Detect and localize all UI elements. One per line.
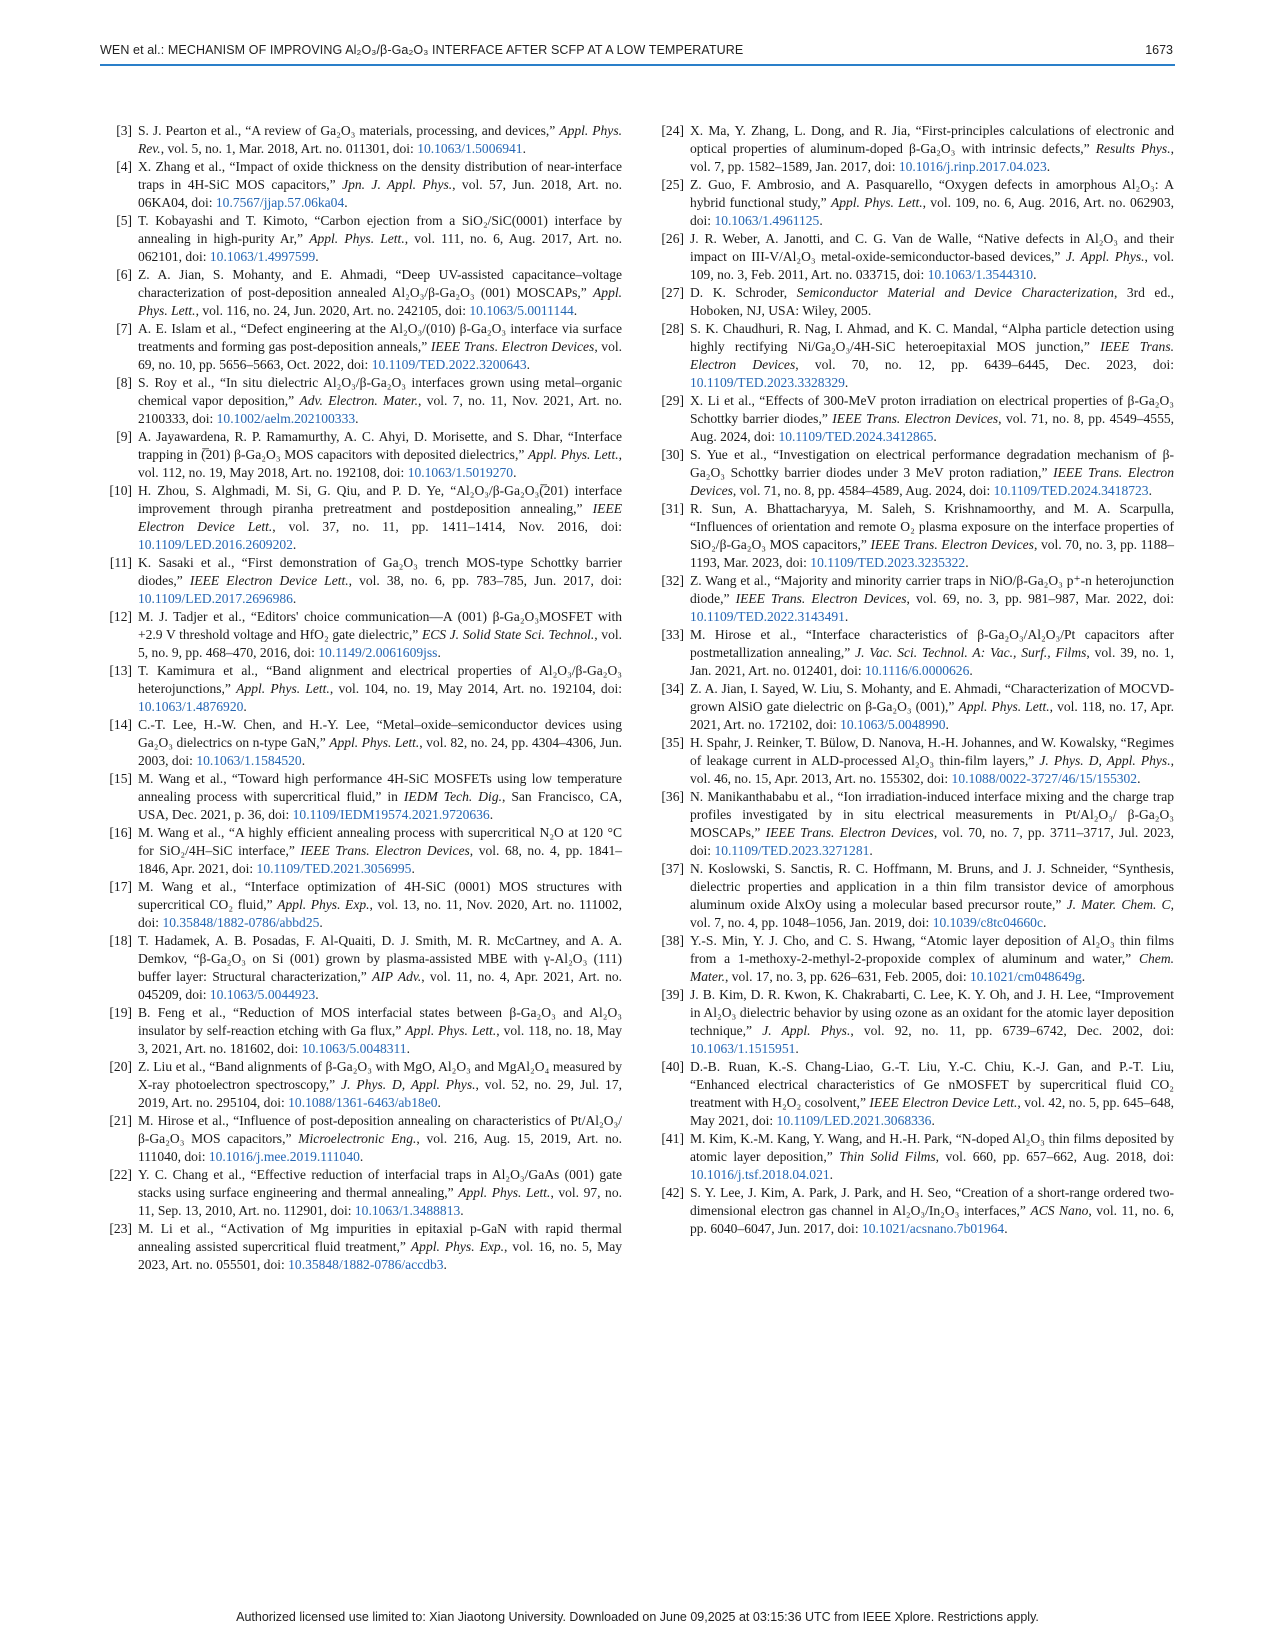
doi-link[interactable]: 10.1063/1.5019270 [407,465,514,480]
reference-number: [15] [109,771,132,787]
reference-item [652,680,1174,734]
reference-venue: IEEE Trans. Electron Devices [765,824,934,840]
reference-number: [24] [661,123,684,138]
reference-item [652,176,1174,230]
reference-end: . [931,1112,935,1128]
reference-text: J. R. Weber, A. Janotti, and C. G. Van de Walle, “Native defects in Al₂O₃ and their impact on III-V/Al₂O₃ metal-oxide-semiconductor-based devices,” [690,231,1174,264]
reference-number: [35] [661,735,684,751]
doi-link[interactable]: 10.1109/TED.2024.3412865 [778,428,934,444]
reference-venue: IEEE Trans. Electron Devices [690,465,1174,498]
reference-venue: ACS Nano [1030,1202,1089,1218]
reference-text: R. Sun, A. Bhattacharyya, M. Saleh, S. Krishnamoorthy, and M. A. Scarpulla, “Influences of orientation and remote O₂ plasma exposure on the interface properties of SiO₂/β-Ga₂O₃ MOS capacitors,” [690,501,1174,552]
reference-item [652,122,1174,176]
doi-link[interactable]: 10.1016/j.mee.2019.111040 [208,1149,360,1164]
reference-venue: Appl. Phys. Exp. [277,897,370,913]
reference-details: , vol. 70, no. 12, pp. 6439–6445, Dec. 2023, doi: [795,356,1174,372]
reference-venue: Appl. Phys. Lett. [958,698,1050,714]
reference-details: , vol. 69, no. 3, pp. 981–987, Mar. 2022, doi: [906,590,1174,606]
reference-number: [38] [661,932,684,948]
reference-number: [13] [109,663,132,679]
reference-venue: Chem. Mater. [690,950,1174,984]
doi-link[interactable]: 10.1002/aelm.202100333 [216,410,356,426]
reference-details: , vol. 660, pp. 657–662, Aug. 2018, doi: [935,1148,1174,1164]
reference-venue: Microelectronic Eng. [298,1131,417,1147]
reference-item [100,662,622,716]
reference-text: Z. Liu et al., “Band alignments of β-Ga₂O₃ with MgO, Al₂O₃ and MgAl₂O₄ measured by X-ray photoelectron spectroscopy,” [138,1059,622,1093]
reference-text: S. Roy et al., “In situ dielectric Al₂O₃/β-Ga₂O₃ interfaces grown using metal–organic chemical vapor deposition,” [138,375,622,409]
reference-end: . [965,554,969,570]
reference-number: [8] [116,375,132,391]
doi-link[interactable]: 10.1021/acsnano.7b01964 [861,1220,1005,1236]
reference-venue: IEEE Electron Device Lett. [869,1094,1018,1110]
reference-venue: Adv. Electron. Mater. [299,393,419,409]
reference-number: [42] [661,1184,684,1200]
reference-details: , vol. 7, pp. 1582–1589, Jan. 2017, doi: [690,140,1174,174]
reference-end: . [522,140,526,156]
reference-text: K. Sasaki et al., “First demonstration of Ga₂O₃ trench MOS-type Schottky barrier diodes,” [138,555,622,589]
reference-details: , vol. 216, Aug. 15, 2019, Art. no. 111040, doi: [138,1131,623,1164]
reference-text: M. Kim, K.-M. Kang, Y. Wang, and H.-H. Park, “N-doped Al₂O₃ thin films deposited by atomic layer deposition,” [690,1130,1174,1164]
reference-item [100,716,622,770]
reference-end: . [795,1040,799,1056]
reference-end: . [573,302,578,318]
reference-text: D. K. Schroder, [690,285,797,301]
reference-text: Z. A. Jian, I. Sayed, W. Liu, S. Mohanty, and E. Ahmadi, “Characterization of MOCVD-grown AlSiO gate dielectric on β-Ga₂O₃ (001),” [690,681,1174,714]
reference-end: . [437,1094,441,1110]
reference-end: . [301,752,306,768]
reference-item [652,392,1174,446]
reference-end: . [1042,914,1047,930]
reference-details: , vol. 118, no. 17, Apr. 2021, Art. no. 172102, doi: [690,698,1174,732]
reference-number: [19] [109,1005,132,1021]
reference-end: . [489,807,494,822]
reference-item [652,230,1174,284]
references-column-right [652,122,1174,1238]
reference-details: , vol. 7, no. 4, pp. 1048–1056, Jan. 2019, doi: [690,896,1174,930]
reference-end: . [1046,158,1051,174]
reference-venue: AIP Adv. [372,969,422,985]
doi-link[interactable]: 10.1109/TED.2023.3271281 [714,842,870,858]
reference-number: [39] [661,986,684,1002]
doi-link[interactable]: 10.1063/1.4876920 [138,698,244,714]
reference-text: S. K. Chaudhuri, R. Nag, I. Ahmad, and K. C. Mandal, “Alpha particle detection using highly rectifying Ni/Ga₂O₃/4H-SiC heteroepitaxial MOS junction,” [690,321,1174,355]
reference-item [100,1166,622,1220]
reference-item [652,860,1174,932]
reference-item [100,212,622,266]
reference-number: [9] [116,429,132,445]
reference-details: , vol. 118, no. 18, May 3, 2021, Art. no. 181602, doi: [138,1023,622,1056]
reference-end: . [292,590,297,606]
reference-number: [25] [661,177,684,193]
reference-venue: J. Phys. D, Appl. Phys. [1039,752,1171,768]
reference-number: [29] [661,393,684,409]
reference-details: , vol. 92, no. 11, pp. 6739–6742, Dec. 2002, doi: [850,1022,1174,1038]
reference-number: [32] [661,573,684,589]
doi-link[interactable]: 10.1063/1.4961125 [714,212,820,228]
doi-link[interactable]: 10.1149/2.0061609jss [318,644,438,660]
reference-text: T. Kamimura et al., “Band alignment and electrical properties of Al₂O₃/β-Ga₂O₃ heterojunctions,” [138,663,622,697]
reference-item [652,500,1174,572]
doi-link[interactable]: 10.35848/1882-0786/accdb3 [288,1257,444,1273]
doi-link[interactable]: 10.1063/1.3544310 [927,266,1034,282]
reference-venue: Appl. Phys. Lett. [309,231,405,247]
reference-number: [5] [116,213,132,229]
reference-details: , vol. 69, no. 10, pp. 5656–5663, Oct. 2022, doi: [138,339,623,372]
reference-end: . [355,410,359,426]
reference-details: , San Francisco, CA, USA, Dec. 2021, p. 36, doi: [138,789,622,822]
reference-text: D.-B. Ruan, K.-S. Chang-Liao, G.-T. Liu, Y.-C. Chiu, K.-J. Gan, and P.-T. Liu, “Enhanced electrical characteristics of Ge nMOSFET by supercritical fluid CO₂ treatment with H₂O₂ cosolvent,” [690,1058,1174,1110]
reference-text: N. Manikanthababu et al., “Ion irradiation-induced interface mixing and the charge trap profiles investigated by in situ electrical measurements in Pt/Al₂O₃/ β-Ga₂O₃ MOSCAPs,” [690,789,1174,840]
reference-text: N. Koslowski, S. Sanctis, R. C. Hoffmann, M. Bruns, and J. J. Schneider, “Synthesis, dielectric properties and application in a thin film transistor device of amorphous aluminum oxide AlxOy using a molecular based precursor route,” [690,861,1174,912]
reference-venue: J. Appl. Phys. [1065,248,1145,264]
running-header [100,42,1175,66]
reference-number: [22] [109,1167,132,1183]
reference-number: [4] [116,159,132,175]
reference-venue: IEEE Trans. Electron Devices [735,590,907,606]
reference-number: [18] [109,933,132,949]
reference-item [652,788,1174,860]
reference-venue: Appl. Phys. Lett. [138,285,622,318]
reference-venue: Appl. Phys. Rev. [138,123,622,156]
reference-text: Z. A. Jian, S. Mohanty, and E. Ahmadi, “Deep UV-assisted capacitance–voltage characterization of post-deposition annealed Al₂O₃/β-Ga₂O₃ (001) MOSCAPs,” [138,267,622,301]
reference-text: S. J. Pearton et al., “A review of Ga₂O₃ materials, processing, and devices,” [138,123,560,138]
reference-details: , vol. 68, no. 4, pp. 1841–1846, Apr. 2021, doi: [138,843,622,877]
reference-details: , vol. 11, no. 4, Apr. 2021, Art. no. 045209, doi: [138,969,623,1002]
reference-item [100,482,622,554]
reference-text: X. Ma, Y. Zhang, L. Dong, and R. Jia, “First-principles calculations of electronic and optical properties of aluminum-doped β-Ga₂O₃ with intrinsic defects,” [690,123,1174,156]
reference-details: , vol. 42, no. 5, pp. 645–648, May 2021, doi: [690,1094,1174,1128]
reference-end: . [829,1166,834,1182]
reference-venue: IEEE Trans. Electron Devices [832,410,999,426]
reference-details: , vol. 13, no. 11, Nov. 2020, Art. no. 111002, doi: [138,897,622,931]
reference-venue: Jpn. J. Appl. Phys. [342,177,453,193]
reference-item [652,734,1174,788]
reference-number: [6] [116,267,132,283]
reference-end: . [460,1203,464,1219]
doi-link[interactable]: 10.1109/TED.2022.3143491 [690,608,845,624]
reference-text: M. Wang et al., “Interface optimization of 4H-SiC (0001) MOS structures with supercritical CO₂ fluid,” [138,879,622,913]
reference-details: , vol. 16, no. 5, May 2023, Art. no. 055501, doi: [138,1239,622,1273]
reference-end: . [969,662,973,678]
reference-details: , vol. 57, Jun. 2018, Art. no. 06KA04, doi: [138,177,622,210]
reference-venue: Appl. Phys. Lett. [528,447,619,463]
reference-details: , vol. 82, no. 24, pp. 4304–4306, Jun. 2003, doi: [138,735,622,768]
reference-text: A. Jayawardena, R. P. Ramamurthy, A. C. Ahyi, D. Morisette, and S. Dhar, “Interface trapping in (̅201) β-Ga₂O₃ MOS capacitors with deposited dielectrics,” [138,429,622,463]
reference-item [652,1130,1174,1184]
reference-details: , vol. 5, no. 9, pp. 468–470, 2016, doi: [138,627,622,660]
reference-venue: ECS J. Solid State Sci. Technol. [421,627,595,643]
reference-end: . [437,644,441,660]
doi-link[interactable]: 10.1109/LED.2016.2609202 [138,536,293,552]
reference-details: , vol. 104, no. 19, May 2014, Art. no. 192104, doi: [329,681,622,697]
reference-text: M. Wang et al., “A highly efficient annealing process with supercritical N₂O at 120 °C for SiO₂/4H–SiC interface,” [138,825,622,859]
reference-end: . [1033,266,1037,282]
reference-number: [23] [109,1221,132,1237]
reference-venue: J. Appl. Phys. [762,1022,851,1038]
reference-venue: IEEE Electron Device Lett. [189,573,349,589]
doi-link[interactable]: 10.1109/IEDM19574.2021.9720636 [292,807,490,822]
reference-item [100,608,622,662]
reference-number: [17] [109,879,132,895]
reference-item [100,158,622,212]
reference-number: [10] [109,483,132,499]
running-title: WEN et al.: MECHANISM OF IMPROVING Al₂O₃/β-Ga₂O₃ INTERFACE AFTER SCFP AT A LOW TEMPERATURE [100,43,744,57]
doi-link[interactable]: 10.1109/LED.2017.2696986 [138,590,293,606]
reference-venue: Semiconductor Material and Device Characterization [796,285,1114,301]
reference-venue: J. Vac. Sci. Technol. A: Vac., Surf., Films [855,644,1087,660]
reference-text: H. Zhou, S. Alghmadi, M. Si, G. Qiu, and P. D. Ye, “Al₂O₃/β-Ga₂O₃(̅201) interface improvement through piranha pretreatment and postdeposition annealing,” [138,483,622,517]
reference-number: [28] [661,321,684,337]
reference-text: M. Hirose et al., “Interface characteristics of β-Ga₂O₃/Al₂O₃/Pt capacitors after postmetallization annealing,” [690,627,1174,660]
reference-end: . [819,212,823,228]
reference-text: M. Hirose et al., “Influence of post-deposition annealing on characteristics of Pt/Al₂O₃/β-Ga₂O₃ MOS capacitors,” [138,1113,622,1147]
reference-item [652,1058,1174,1130]
reference-number: [34] [661,681,684,697]
reference-number: [30] [661,447,684,463]
reference-details: , vol. 70, no. 7, pp. 3711–3717, Jul. 2023, doi: [690,824,1174,858]
reference-end: . [292,536,297,552]
doi-link[interactable]: 10.1116/6.0000626 [864,662,970,678]
reference-number: [40] [661,1058,684,1074]
reference-details: , vol. 111, no. 6, Aug. 2017, Art. no. 062101, doi: [138,231,622,264]
reference-number: [26] [661,231,684,247]
reference-item [652,320,1174,392]
reference-venue: IEEE Trans. Electron Devices [430,339,595,355]
reference-text: S. Y. Lee, J. Kim, A. Park, J. Park, and H. Seo, “Creation of a short-range ordered two-dimensional electron gas channel in Al₂O₃/In₂O₃ interfaces,” [690,1184,1174,1218]
reference-number: [12] [109,609,132,625]
license-footer: Authorized licensed use limited to: Xian Jiaotong University. Downloaded on June 09,2025 at 03:15:36 UTC from IEEE Xplore. Restrictions apply. [236,1610,1039,1624]
reference-number: [3] [116,123,132,138]
reference-end: . [869,842,873,858]
doi-link[interactable]: 10.1109/TED.2024.3418723 [993,482,1149,498]
reference-details: , vol. 112, no. 19, May 2018, Art. no. 192108, doi: [138,447,622,480]
reference-number: [16] [109,825,132,841]
reference-item [652,932,1174,986]
reference-item [100,878,622,932]
reference-end: . [406,1040,410,1056]
reference-end: . [1148,482,1152,498]
reference-text: M. Wang et al., “Toward high performance 4H-SiC MOSFETs using low temperature annealing process with supercritical fluid,” in [138,771,622,805]
reference-item [100,1058,622,1112]
doi-link[interactable]: 10.1016/j.rinp.2017.04.023 [898,158,1047,174]
reference-end: . [411,861,415,877]
doi-link[interactable]: 10.1109/TED.2023.3235322 [810,554,966,570]
reference-details: , vol. 52, no. 29, Jul. 17, 2019, Art. no. 295104, doi: [138,1077,622,1110]
reference-venue: Appl. Phys. Lett. [458,1185,551,1201]
reference-number: [31] [661,501,684,517]
doi-link[interactable]: 10.1109/TED.2023.3328329 [690,374,845,390]
reference-venue: Results Phys. [1095,140,1171,156]
reference-venue: J. Mater. Chem. C [1066,896,1171,912]
reference-details: , vol. 39, no. 1, Jan. 2021, Art. no. 012401, doi: [690,644,1174,678]
reference-item [100,122,622,158]
reference-item [100,1112,622,1166]
reference-details: , vol. 109, no. 6, Aug. 2016, Art. no. 062903, doi: [690,194,1174,228]
reference-details: , vol. 17, no. 3, pp. 626–631, Feb. 2005, doi: [725,968,970,984]
doi-link[interactable]: 10.1109/TED.2021.3056995 [256,861,412,877]
reference-end: . [243,698,247,714]
reference-text: B. Feng et al., “Reduction of MOS interfacial states between β-Ga₂O₃ and Al₂O₃ insulator by self-reaction etching with Ga flux,” [138,1005,622,1039]
doi-link[interactable]: 10.1088/1361-6463/ab18e0 [288,1094,438,1110]
reference-end: . [513,465,517,480]
reference-details: , vol. 71, no. 8, pp. 4584–4589, Aug. 2024, doi: [732,482,994,498]
reference-text: T. Hadamek, A. B. Posadas, F. Al-Quaiti, D. J. Smith, M. R. McCartney, and A. A. Demkov, “β-Ga₂O₃ on Si (001) grown by plasma-assisted MBE with γ-Al₂O₃ (111) buffer layer: Structural characterization,” [138,933,622,985]
reference-end: . [844,374,849,390]
reference-end: . [1004,1220,1008,1236]
doi-link[interactable]: 10.1063/5.0048311 [301,1040,407,1056]
reference-text: C.-T. Lee, H.-W. Chen, and H.-Y. Lee, “Metal–oxide–semiconductor devices using Ga₂O₃ dielectrics on n-type GaN,” [138,717,622,751]
reference-venue: Appl. Phys. Exp. [410,1239,505,1255]
reference-text: Y.-S. Min, Y. J. Cho, and C. S. Hwang, “Atomic layer deposition of Al₂O₃ thin films from a 1-methoxy-2-methyl-2-propoxide complex of aluminum and water,” [690,932,1174,966]
reference-text: Y. C. Chang et al., “Effective reduction of interfacial traps in Al₂O₃/GaAs (001) gate stacks using surface engineering and thermal annealing,” [138,1167,622,1201]
reference-details: , vol. 5, no. 1, Mar. 2018, Art. no. 011301, doi: [160,140,418,156]
reference-details: , 3rd ed., Hoboken, NJ, USA: Wiley, 2005. [690,285,1174,318]
reference-text: A. E. Islam et al., “Defect engineering at the Al₂O₃/(010) β-Ga₂O₃ interface via surface treatments and forming gas post-deposition anneals,” [138,321,622,355]
reference-end: . [315,986,319,1002]
reference-item [652,284,1174,320]
reference-number: [14] [109,717,132,733]
doi-link[interactable]: 10.1063/5.0048990 [840,716,946,732]
reference-end: . [1081,968,1086,984]
reference-end: . [1137,770,1141,786]
reference-end: . [359,1149,364,1164]
reference-venue: Appl. Phys. Lett. [329,735,420,751]
doi-link[interactable]: 10.1063/5.0044923 [209,986,316,1002]
reference-item [100,320,622,374]
reference-number: [21] [109,1113,132,1129]
reference-item [100,932,622,1004]
doi-link[interactable]: 10.1088/0022-3727/46/15/155302 [951,770,1138,786]
page-number: 1673 [1145,43,1173,57]
reference-end: . [319,915,323,931]
reference-details: , vol. 11, no. 6, pp. 6040–6047, Jun. 2017, doi: [690,1202,1175,1236]
doi-link[interactable]: 10.1063/1.1584520 [196,752,302,768]
reference-venue: J. Phys. D, Appl. Phys. [341,1077,476,1093]
reference-text: M. Li et al., “Activation of Mg impurities in epitaxial p-GaN with rapid thermal annealing assisted supercritical fluid treatment,” [138,1221,622,1255]
doi-link[interactable]: 10.1063/1.3488813 [354,1203,461,1219]
reference-item [100,824,622,878]
reference-end: . [344,194,348,210]
reference-item [652,986,1174,1058]
reference-details: , vol. 109, no. 3, Feb. 2011, Art. no. 033715, doi: [690,248,1175,282]
reference-text: T. Kobayashi and T. Kimoto, “Carbon ejection from a SiO₂/SiC(0001) interface by annealing in high-purity Ar,” [138,213,622,247]
doi-link[interactable]: 10.1016/j.tsf.2018.04.021 [690,1166,830,1182]
reference-venue: IEEE Trans. Electron Devices [690,339,1174,372]
doi-link[interactable]: 10.1063/1.4997599 [209,248,316,264]
reference-venue: IEEE Trans. Electron Devices [870,536,1034,552]
reference-item [100,770,622,824]
reference-details: , vol. 7, no. 11, Nov. 2021, Art. no. 2100333, doi: [138,393,622,426]
reference-text: S. Yue et al., “Investigation on electrical performance degradation mechanism of β-Ga₂O₃ Schottky barrier diodes under 3 MeV proton radiation,” [690,447,1174,480]
reference-end: . [443,1257,447,1273]
doi-link[interactable]: 10.1063/1.1515951 [690,1040,796,1056]
references-column-left [100,122,622,1274]
reference-venue: IEDM Tech. Dig. [403,789,502,805]
reference-number: [11] [109,555,132,571]
reference-text: Z. Guo, F. Ambrosio, and A. Pasquarello, “Oxygen defects in amorphous Al₂O₃: A hybrid functional study,” [690,177,1174,210]
reference-item [100,374,622,428]
reference-item [100,266,622,320]
reference-details: , vol. 71, no. 8, pp. 4549–4555, Aug. 2024, doi: [690,410,1175,444]
reference-end: . [844,608,849,624]
reference-details: , vol. 70, no. 3, pp. 1188–1193, Mar. 2023, doi: [690,536,1175,570]
reference-details: , vol. 116, no. 24, Jun. 2020, Art. no. 242105, doi: [195,302,470,318]
reference-item [100,1220,622,1274]
reference-details: , vol. 37, no. 11, pp. 1411–1414, Nov. 2016, doi: [272,519,622,535]
reference-number: [36] [661,789,684,805]
reference-text: M. J. Tadjer et al., “Editors' choice communication—A (001) β-Ga₂O₃MOSFET with +2.9 V threshold voltage and HfO₂ gate dielectric,” [138,609,622,643]
reference-end: . [933,428,937,444]
doi-link[interactable]: 10.1063/5.0011144 [469,302,574,318]
doi-link[interactable]: 10.1021/cm048649g [969,968,1082,984]
reference-item [100,1004,622,1058]
reference-text: J. B. Kim, D. R. Kwon, K. Chakrabarti, C. Lee, K. Y. Oh, and J. H. Lee, “Improvement in Al₂O₃ dielectric behavior by using ozone as an oxidant for the atomic layer deposition technique,” [690,986,1174,1038]
reference-number: [20] [109,1059,132,1075]
reference-item [100,428,622,482]
reference-venue: Appl. Phys. Lett. [236,681,330,697]
reference-number: [7] [116,321,132,337]
reference-venue: Appl. Phys. Lett. [830,194,923,210]
doi-link[interactable]: 10.35848/1882-0786/abbd25 [162,915,320,931]
reference-end: . [315,248,319,264]
reference-item [652,446,1174,500]
reference-details: , vol. 97, no. 11, Sep. 13, 2010, Art. no. 112901, doi: [138,1185,622,1219]
reference-text: H. Spahr, J. Reinker, T. Bülow, D. Nanova, H.-H. Johannes, and W. Kowalsky, “Regimes of leakage current in ALD-processed Al₂O₃ thin-film layers,” [690,735,1174,768]
reference-venue: IEEE Electron Device Lett. [138,501,622,535]
reference-end: . [945,716,949,732]
reference-text: Z. Wang et al., “Majority and minority carrier traps in NiO/β-Ga₂O₃ p⁺-n heterojunction diode,” [690,573,1174,606]
reference-details: , vol. 46, no. 15, Apr. 2013, Art. no. 155302, doi: [690,752,1174,786]
reference-end: . [526,356,530,372]
reference-number: [33] [661,627,684,643]
reference-number: [37] [661,861,684,877]
doi-link[interactable]: 10.1039/c8tc04660c [932,914,1043,930]
doi-link[interactable]: 10.1063/1.5006941 [417,140,523,156]
reference-text: X. Zhang et al., “Impact of oxide thickness on the density distribution of near-interface traps in 4H-SiC MOS capacitors,” [138,159,622,193]
reference-number: [27] [661,285,684,301]
reference-item [652,626,1174,680]
doi-link[interactable]: 10.1109/TED.2022.3200643 [371,356,527,372]
reference-details: , vol. 38, no. 6, pp. 783–785, Jun. 2017, doi: [348,573,623,589]
reference-item [100,554,622,608]
reference-venue: IEEE Trans. Electron Devices [300,843,470,859]
doi-link[interactable]: 10.7567/jjap.57.06ka04 [215,194,345,210]
reference-number: [41] [661,1130,684,1146]
reference-venue: Appl. Phys. Lett. [405,1023,497,1039]
reference-item [652,572,1174,626]
reference-item [652,1184,1174,1238]
reference-venue: Thin Solid Films [839,1148,936,1164]
reference-text: X. Li et al., “Effects of 300-MeV proton irradiation on electrical properties of β-Ga₂O₃ Schottky barrier diodes,” [690,393,1174,426]
doi-link[interactable]: 10.1109/LED.2021.3068336 [776,1112,932,1128]
